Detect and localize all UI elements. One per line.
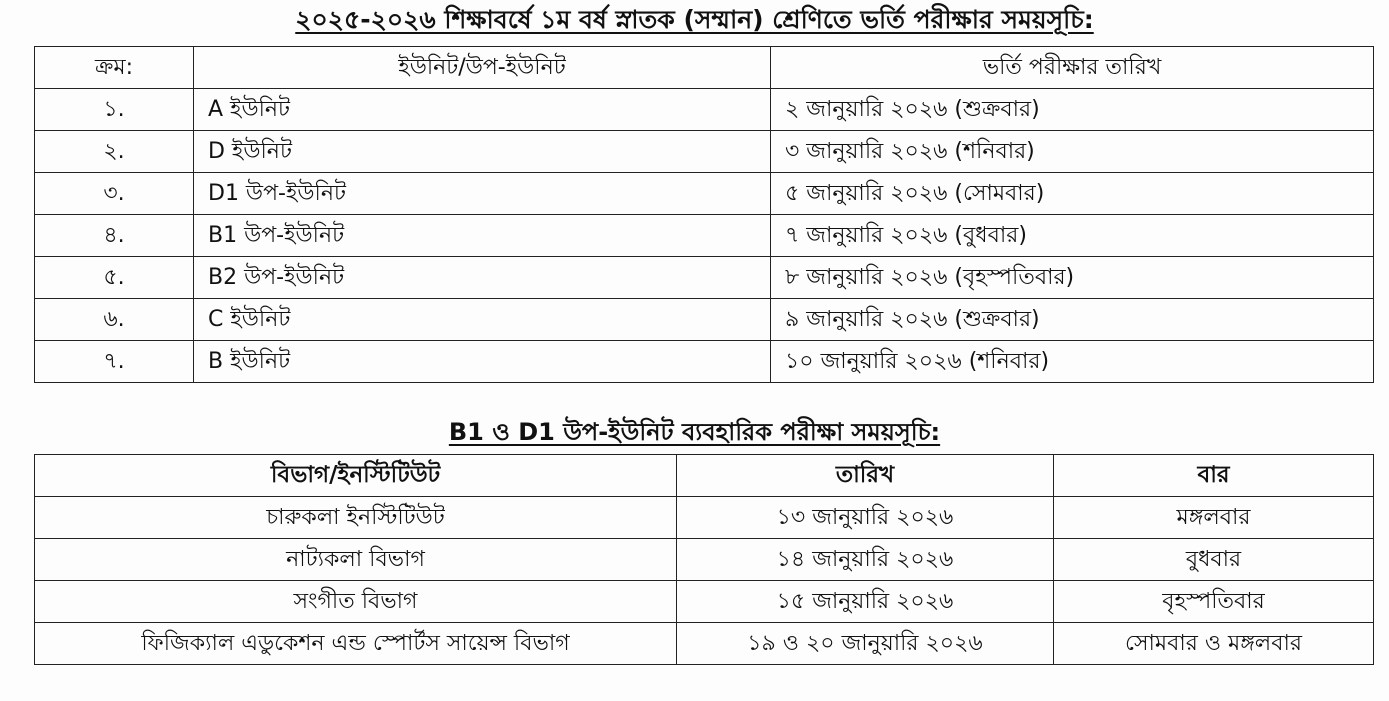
header-serial: ক্রম: [35,47,194,89]
day-cell: সোমবার ও মঙ্গলবার [1054,623,1374,665]
date-cell: ১৯ ও ২০ জানুয়ারি ২০২৬ [677,623,1054,665]
practical-schedule-header-row [35,455,1374,497]
unit-cell: D ইউনিট [194,131,771,173]
practical-schedule-title: B1 ও D1 উপ-ইউনিট ব্যবহারিক পরীক্ষা সময়সূচি: [448,418,941,446]
admission-schedule-header-row [35,47,1374,89]
serial-cell: ৫. [35,257,194,299]
table-row [35,581,1374,623]
date-cell: ১৩ জানুয়ারি ২০২৬ [677,497,1054,539]
table-row [35,257,1374,299]
exam-date-cell: ৮ জানুয়ারি ২০২৬ (বৃহস্পতিবার) [771,257,1374,299]
day-cell: বুধবার [1054,539,1374,581]
exam-date-cell: ৯ জানুয়ারি ২০২৬ (শুক্রবার) [771,299,1374,341]
practical-schedule-table [34,454,1374,665]
exam-date-cell: ৫ জানুয়ারি ২০২৬ (সোমবার) [771,173,1374,215]
unit-cell: B2 উপ-ইউনিট [194,257,771,299]
table-row [35,623,1374,665]
unit-cell: A ইউনিট [194,89,771,131]
table-row [35,299,1374,341]
header-day: বার [1054,455,1374,497]
table-row [35,539,1374,581]
serial-cell: ৬. [35,299,194,341]
unit-cell: C ইউনিট [194,299,771,341]
table-row [35,497,1374,539]
table-row [35,215,1374,257]
table-row [35,341,1374,383]
unit-cell: B ইউনিট [194,341,771,383]
department-cell: চারুকলা ইনস্টিটিউট [35,497,677,539]
serial-cell: ২. [35,131,194,173]
table-row [35,89,1374,131]
header-department: বিভাগ/ইনস্টিটিউট [35,455,677,497]
serial-cell: ৪. [35,215,194,257]
day-cell: বৃহস্পতিবার [1054,581,1374,623]
serial-cell: ৩. [35,173,194,215]
department-cell: সংগীত বিভাগ [35,581,677,623]
day-cell: মঙ্গলবার [1054,497,1374,539]
exam-date-cell: ৩ জানুয়ারি ২০২৬ (শনিবার) [771,131,1374,173]
serial-cell: ১. [35,89,194,131]
unit-cell: D1 উপ-ইউনিট [194,173,771,215]
unit-cell: B1 উপ-ইউনিট [194,215,771,257]
department-cell: নাট্যকলা বিভাগ [35,539,677,581]
header-date: তারিখ [677,455,1054,497]
date-cell: ১৪ জানুয়ারি ২০২৬ [677,539,1054,581]
header-unit: ইউনিট/উপ-ইউনিট [194,47,771,89]
table-row [35,131,1374,173]
exam-date-cell: ৭ জানুয়ারি ২০২৬ (বুধবার) [771,215,1374,257]
serial-cell: ৭. [35,341,194,383]
admission-schedule-table [34,46,1374,383]
exam-date-cell: ১০ জানুয়ারি ২০২৬ (শনিবার) [771,341,1374,383]
department-cell: ফিজিক্যাল এডুকেশন এন্ড স্পোর্টস সায়েন্স বিভাগ [35,623,677,665]
header-exam-date: ভর্তি পরীক্ষার তারিখ [771,47,1374,89]
table-row [35,173,1374,215]
exam-date-cell: ২ জানুয়ারি ২০২৬ (শুক্রবার) [771,89,1374,131]
date-cell: ১৫ জানুয়ারি ২০২৬ [677,581,1054,623]
admission-schedule-title: ২০২৫-২০২৬ শিক্ষাবর্ষে ১ম বর্ষ স্নাতক (সম্মান) শ্রেণিতে ভর্তি পরীক্ষার সময়সূচি: [295,5,1094,34]
